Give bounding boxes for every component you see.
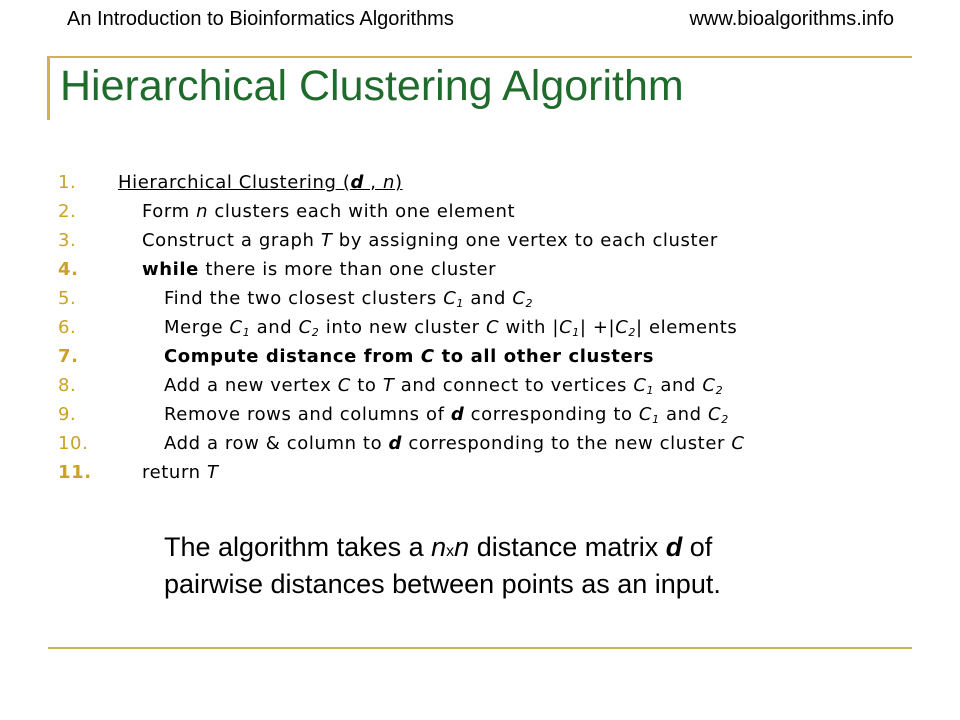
line-number: 10. xyxy=(58,433,89,454)
line-text: Merge $C_1$ and $C_2$ into new cluster C with $|C_1| +|C_2|$ elements xyxy=(164,317,738,339)
line-text: Add a row & column to d corresponding to the new cluster C xyxy=(164,433,745,454)
line-number: 4. xyxy=(58,259,79,280)
line-text: return T xyxy=(142,462,219,483)
line-text: Construct a graph T by assigning one vertex to each cluster xyxy=(142,230,718,251)
line-number: 5. xyxy=(58,288,77,309)
line-number: 7. xyxy=(58,346,79,367)
header-book-title: An Introduction to Bioinformatics Algorithms xyxy=(67,8,454,30)
line-number: 8. xyxy=(58,375,77,396)
header-website: www.bioalgorithms.info xyxy=(689,8,894,30)
line-text: Add a new vertex C to T and connect to vertices $C_1$ and $C_2$ xyxy=(164,375,724,397)
line-text: Remove rows and columns of d corresponding to $C_1$ and $C_2$ xyxy=(164,404,729,426)
line-number: 6. xyxy=(58,317,77,338)
line-text: Hierarchical Clustering (d , n) xyxy=(118,172,403,193)
line-number: 3. xyxy=(58,230,77,251)
line-number: 9. xyxy=(58,404,77,425)
caption-text: The algorithm takes a nxn distance matrix d of pairwise distances between points as an input. xyxy=(164,532,721,599)
line-text: Find the two closest clusters $C_1$ and $C_2$ xyxy=(164,288,534,310)
left-rule xyxy=(47,56,50,120)
line-number: 2. xyxy=(58,201,77,222)
top-rule xyxy=(48,56,912,58)
line-text: while there is more than one cluster xyxy=(142,259,497,280)
slide-title: Hierarchical Clustering Algorithm xyxy=(60,62,684,110)
line-text: Form n clusters each with one element xyxy=(142,201,516,222)
line-number: 11. xyxy=(58,462,92,483)
line-number: 1. xyxy=(58,172,77,193)
line-text: Compute distance from C to all other clusters xyxy=(164,346,655,367)
bottom-rule xyxy=(48,647,912,649)
